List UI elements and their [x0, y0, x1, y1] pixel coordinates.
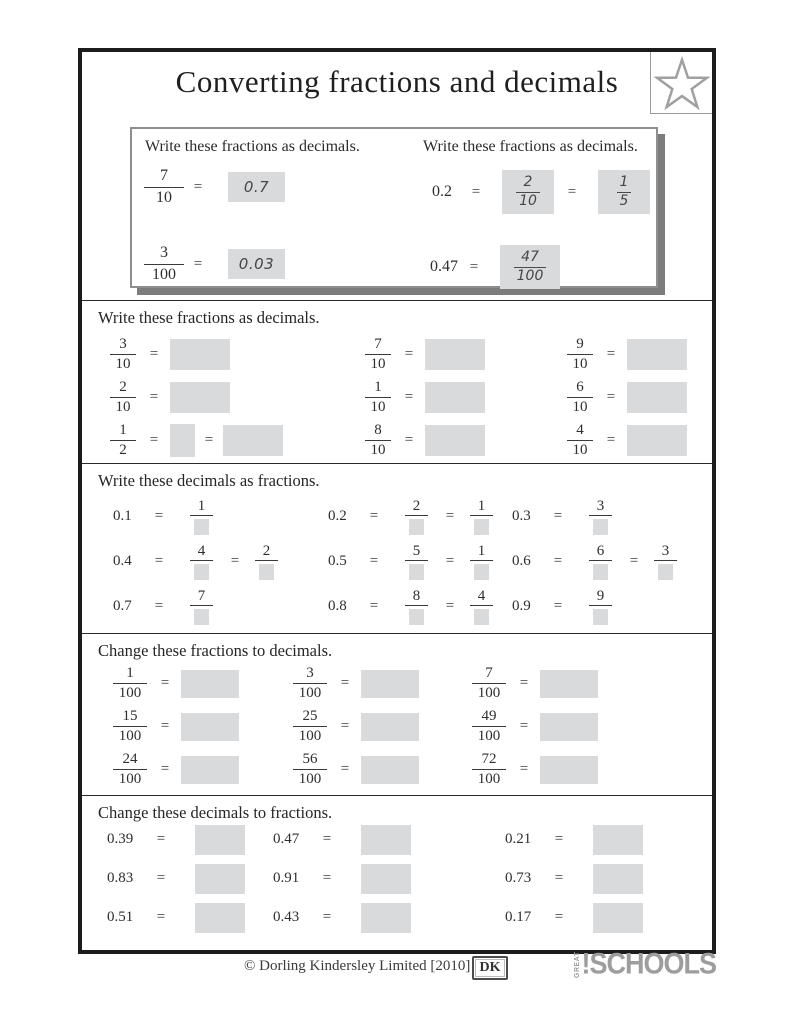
answer-box[interactable] [627, 425, 687, 456]
equals-sign: = [369, 508, 379, 524]
problem [512, 539, 706, 584]
answer-box[interactable] [361, 825, 411, 855]
handwritten-answer: 0.03 [238, 255, 275, 273]
fraction-numerator: 8 [365, 422, 391, 441]
equals-sign: = [340, 761, 350, 777]
problem [293, 705, 472, 748]
equals-sign: = [340, 675, 350, 691]
problem [472, 748, 706, 791]
decimal-value: 0.51 [107, 909, 134, 925]
section-heading: Write these fractions as decimals. [98, 308, 320, 327]
denominator-box[interactable] [593, 609, 608, 625]
problem [472, 662, 706, 705]
fraction-denominator: 100 [477, 771, 501, 787]
equals-sign: = [519, 675, 529, 691]
equals-sign: = [193, 255, 203, 272]
denominator-box[interactable] [194, 519, 209, 535]
copyright-text: © Dorling Kindersley Limited [2010] [244, 958, 471, 974]
page-title: Converting fractions and decimals [175, 64, 619, 99]
denominator-box[interactable] [194, 564, 209, 580]
denominator-box[interactable] [593, 519, 608, 535]
fraction-blank-denominator [190, 543, 213, 581]
answer-box[interactable] [195, 903, 245, 933]
fraction-denominator: 100 [298, 685, 322, 701]
decimal-value: 0.43 [273, 909, 300, 925]
equals-sign: = [553, 553, 563, 569]
fraction-denominator: 10 [156, 188, 172, 206]
fraction-numerator: 1 [190, 498, 213, 517]
example-heading-right: Write these fractions as decimals. [423, 138, 638, 155]
fraction-denominator: 10 [370, 399, 386, 415]
equals-sign: = [629, 553, 639, 569]
problem [273, 820, 505, 859]
equals-sign: = [606, 432, 616, 448]
equals-sign: = [445, 598, 455, 614]
fraction-numerator: 2 [255, 543, 278, 562]
answer-box[interactable] [540, 756, 598, 784]
denominator-box[interactable] [259, 564, 274, 580]
fraction-blank-denominator [589, 588, 612, 626]
answer-box[interactable] [627, 382, 687, 413]
problem [113, 705, 293, 748]
equals-sign: = [519, 761, 529, 777]
fraction-denominator: 10 [115, 356, 131, 372]
answer-box[interactable] [361, 903, 411, 933]
equals-sign: = [471, 183, 481, 200]
fraction-denominator: 100 [516, 267, 544, 284]
fraction-blank-denominator [589, 498, 612, 536]
problem [293, 662, 472, 705]
equals-sign: = [369, 553, 379, 569]
dk-logo: DK [472, 956, 508, 980]
handwritten-fraction [516, 175, 540, 209]
decimal-value: 0.7 [113, 598, 132, 614]
problem [293, 748, 472, 791]
fraction-denominator: 2 [119, 442, 127, 458]
equals-sign: = [160, 675, 170, 691]
fraction-denominator: 10 [370, 356, 386, 372]
fraction-denominator: 10 [370, 442, 386, 458]
example-panel [130, 127, 658, 288]
decimal-value: 0.9 [512, 598, 531, 614]
fraction-numerator: 4 [567, 422, 593, 441]
fraction [110, 422, 136, 460]
equals-sign: = [156, 831, 166, 847]
fraction [365, 379, 391, 417]
equals-sign: = [469, 258, 479, 275]
problem [512, 494, 706, 539]
denominator-box[interactable] [409, 519, 424, 535]
handwritten-fraction [514, 250, 547, 284]
fraction-denominator: 100 [152, 265, 176, 283]
equals-sign: = [554, 909, 564, 925]
decimal-value: 0.47 [430, 258, 458, 275]
fraction-numerator: 2 [405, 498, 428, 517]
fraction-numerator: 1 [470, 498, 493, 517]
decimal-value: 0.3 [512, 508, 531, 524]
equals-sign: = [445, 553, 455, 569]
problem [328, 584, 512, 629]
fraction-blank-denominator [405, 498, 428, 536]
fraction-numerator: 15 [113, 708, 147, 727]
equals-sign: = [606, 389, 616, 405]
decimal-value: 0.39 [107, 831, 134, 847]
equals-sign: = [519, 718, 529, 734]
equals-sign: = [404, 432, 414, 448]
equals-sign: = [154, 598, 164, 614]
fraction-denominator: 100 [298, 771, 322, 787]
fraction [110, 379, 136, 417]
fraction-numerator: 2 [110, 379, 136, 398]
fraction-numerator: 9 [567, 336, 593, 355]
fraction-denominator: 100 [118, 771, 142, 787]
equals-sign: = [193, 178, 203, 195]
fraction [113, 751, 147, 789]
equals-sign: = [340, 718, 350, 734]
equals-sign: = [154, 553, 164, 569]
fraction-denominator: 10 [115, 399, 131, 415]
decimal-value: 0.47 [273, 831, 300, 847]
answer-box[interactable] [627, 339, 687, 370]
fraction-numerator: 56 [293, 751, 327, 770]
answer-box[interactable] [593, 825, 643, 855]
answer-box[interactable] [228, 249, 285, 279]
example-heading-left: Write these fractions as decimals. [145, 138, 360, 155]
fraction [113, 708, 147, 746]
fraction [567, 336, 593, 374]
fraction-blank-denominator [405, 588, 428, 626]
fraction-denominator: 5 [619, 192, 629, 209]
equals-sign: = [154, 508, 164, 524]
fraction-numerator: 24 [113, 751, 147, 770]
fraction-numerator: 3 [110, 336, 136, 355]
section-heading: Change these decimals to fractions. [98, 803, 333, 822]
fraction [365, 422, 391, 460]
fraction-denominator: 10 [572, 356, 588, 372]
problem [107, 820, 273, 859]
decimal-value: 0.83 [107, 870, 134, 886]
problem [273, 859, 505, 898]
answer-box[interactable] [540, 670, 598, 698]
fraction [110, 336, 136, 374]
fraction [472, 708, 506, 746]
equals-sign: = [160, 718, 170, 734]
equals-sign: = [445, 508, 455, 524]
fraction-blank-denominator [470, 588, 493, 626]
answer-box[interactable] [593, 864, 643, 894]
fraction [472, 751, 506, 789]
decimal-value: 0.73 [505, 870, 532, 886]
fraction-denominator: 100 [118, 685, 142, 701]
fraction-numerator: 6 [589, 543, 612, 562]
answer-box[interactable] [181, 713, 239, 741]
problem [505, 898, 706, 937]
problem [567, 419, 706, 462]
fraction-numerator: 49 [472, 708, 506, 727]
fraction-denominator: 10 [572, 442, 588, 458]
equals-sign: = [322, 870, 332, 886]
equals-sign: = [553, 508, 563, 524]
answer-box[interactable] [502, 170, 554, 214]
denominator-box[interactable] [194, 609, 209, 625]
fraction-numerator: 1 [110, 422, 136, 441]
section-heading: Write these decimals as fractions. [98, 471, 320, 490]
section-decimals-to-fractions-2 [82, 795, 712, 950]
answer-box[interactable] [170, 424, 195, 457]
fraction-numerator: 72 [472, 751, 506, 770]
fraction [567, 379, 593, 417]
fraction-numerator: 3 [293, 665, 327, 684]
answer-box[interactable] [361, 670, 419, 698]
decimal-value: 0.6 [512, 553, 531, 569]
fraction-numerator: 4 [470, 588, 493, 607]
equals-sign: = [149, 346, 159, 362]
fraction-numerator: 6 [567, 379, 593, 398]
problem [512, 584, 706, 629]
fraction-numerator: 1 [113, 665, 147, 684]
equals-sign: = [567, 183, 577, 200]
decimal-value: 0.17 [505, 909, 532, 925]
problem [365, 376, 567, 419]
problem [107, 898, 273, 937]
fraction-numerator: 1 [365, 379, 391, 398]
problem [107, 859, 273, 898]
equals-sign: = [204, 432, 214, 448]
fraction-numerator: 3 [144, 244, 184, 264]
problem [113, 662, 293, 705]
problem [365, 333, 567, 376]
greatschools-vertical-text: GREAT [574, 951, 582, 978]
problem [110, 419, 365, 462]
fraction-blank-denominator [470, 498, 493, 536]
answer-box[interactable] [500, 245, 560, 289]
example-problem [430, 245, 560, 289]
problem [567, 333, 706, 376]
section-fractions-to-decimals-1 [82, 300, 712, 463]
equals-sign: = [606, 346, 616, 362]
problem-grid [82, 494, 706, 629]
equals-sign: = [322, 909, 332, 925]
section-heading: Change these fractions to decimals. [98, 641, 333, 660]
fraction-numerator: 8 [405, 588, 428, 607]
fraction-numerator: 47 [514, 250, 547, 267]
fraction-blank-denominator [654, 543, 677, 581]
decimal-value: 0.5 [328, 553, 347, 569]
answer-box[interactable] [181, 756, 239, 784]
fraction-numerator: 1 [470, 543, 493, 562]
equals-sign: = [404, 389, 414, 405]
denominator-box[interactable] [593, 564, 608, 580]
handwritten-answer: 0.7 [243, 178, 270, 196]
fraction-denominator: 10 [519, 192, 537, 209]
answer-box[interactable] [598, 170, 650, 214]
answer-box[interactable] [195, 864, 245, 894]
answer-box[interactable] [425, 382, 485, 413]
denominator-box[interactable] [409, 564, 424, 580]
fraction-numerator: 25 [293, 708, 327, 727]
fraction-blank-denominator [470, 543, 493, 581]
fraction-numerator: 1 [617, 175, 632, 192]
fraction-denominator: 100 [118, 728, 142, 744]
fraction-numerator: 7 [144, 167, 184, 187]
fraction-blank-denominator [589, 543, 612, 581]
fraction-numerator: 9 [589, 588, 612, 607]
decimal-value: 0.21 [505, 831, 532, 847]
equals-sign: = [554, 870, 564, 886]
answer-box[interactable] [540, 713, 598, 741]
equals-sign: = [404, 346, 414, 362]
decimal-value: 0.91 [273, 870, 300, 886]
problem [110, 333, 365, 376]
fraction-numerator: 2 [516, 175, 540, 192]
fraction-numerator: 7 [190, 588, 213, 607]
equals-sign: = [230, 553, 240, 569]
denominator-box[interactable] [658, 564, 673, 580]
answer-box[interactable] [223, 425, 283, 456]
fraction-numerator: 4 [190, 543, 213, 562]
fraction [144, 244, 184, 284]
fraction-blank-denominator [255, 543, 278, 581]
fraction [293, 751, 327, 789]
greatschools-logo [574, 947, 716, 981]
decimal-value: 0.2 [432, 183, 452, 200]
equals-sign: = [553, 598, 563, 614]
denominator-box[interactable] [409, 609, 424, 625]
fraction-blank-denominator [190, 588, 213, 626]
problem [472, 705, 706, 748]
fraction [567, 422, 593, 460]
fraction-numerator: 3 [654, 543, 677, 562]
problem [110, 376, 365, 419]
fraction-blank-denominator [405, 543, 428, 581]
example-problem [144, 165, 285, 209]
fraction [472, 665, 506, 703]
problem [567, 376, 706, 419]
equals-sign: = [149, 389, 159, 405]
denominator-box[interactable] [474, 564, 489, 580]
answer-box[interactable] [593, 903, 643, 933]
problem [505, 820, 706, 859]
equals-sign: = [554, 831, 564, 847]
fraction [293, 708, 327, 746]
problem [505, 859, 706, 898]
denominator-box[interactable] [474, 519, 489, 535]
fraction [293, 665, 327, 703]
problem [113, 539, 328, 584]
answer-box[interactable] [170, 382, 230, 413]
problem [328, 494, 512, 539]
fraction-blank-denominator [190, 498, 213, 536]
equals-sign: = [322, 831, 332, 847]
answer-box[interactable] [228, 172, 285, 202]
fraction-numerator: 5 [405, 543, 428, 562]
example-problem [144, 242, 285, 286]
equals-sign: = [156, 909, 166, 925]
equals-sign: = [369, 598, 379, 614]
answer-box[interactable] [170, 339, 230, 370]
decimal-value: 0.2 [328, 508, 347, 524]
handwritten-fraction [617, 175, 632, 209]
problem [328, 539, 512, 584]
fraction-denominator: 100 [298, 728, 322, 744]
fraction-numerator: 7 [365, 336, 391, 355]
equals-sign: = [160, 761, 170, 777]
answer-box[interactable] [361, 756, 419, 784]
problem-grid [82, 662, 706, 791]
answer-box[interactable] [181, 670, 239, 698]
fraction-denominator: 100 [477, 728, 501, 744]
fraction-numerator: 3 [589, 498, 612, 517]
denominator-box[interactable] [474, 609, 489, 625]
problem [113, 748, 293, 791]
problem [365, 419, 567, 462]
answer-box[interactable] [425, 425, 485, 456]
fraction-denominator: 100 [477, 685, 501, 701]
problem-grid [82, 333, 706, 462]
equals-sign: = [156, 870, 166, 886]
answer-box[interactable] [195, 825, 245, 855]
answer-box[interactable] [361, 713, 419, 741]
fraction [365, 336, 391, 374]
example-problem [432, 170, 650, 214]
problem-grid [82, 820, 706, 937]
answer-box[interactable] [361, 864, 411, 894]
problem [113, 584, 328, 629]
decimal-value: 0.1 [113, 508, 132, 524]
decimal-value: 0.4 [113, 553, 132, 569]
fraction-denominator: 10 [572, 399, 588, 415]
answer-box[interactable] [425, 339, 485, 370]
section-fractions-to-decimals-2 [82, 633, 712, 795]
decimal-value: 0.8 [328, 598, 347, 614]
problem [273, 898, 505, 937]
worksheet-frame [78, 48, 716, 954]
fraction-numerator: 7 [472, 665, 506, 684]
fraction [113, 665, 147, 703]
problem [113, 494, 328, 539]
greatschools-wordmark: !SCHOOLS [581, 947, 716, 981]
fraction [144, 167, 184, 207]
equals-sign: = [149, 432, 159, 448]
section-decimals-to-fractions-1 [82, 463, 712, 633]
